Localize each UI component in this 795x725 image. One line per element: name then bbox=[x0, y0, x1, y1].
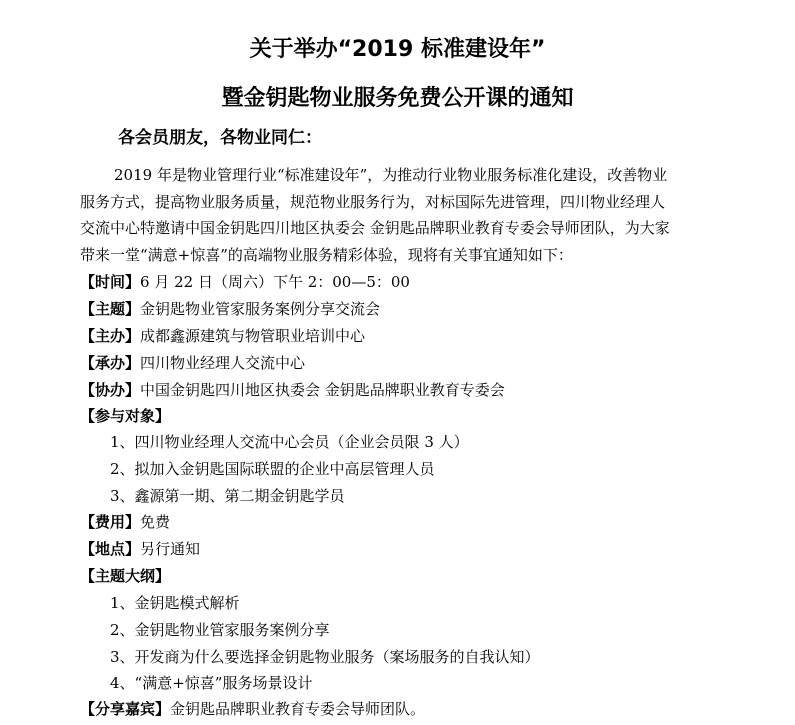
intro-line: 服务方式，提高物业服务质量，规范物业服务行为，对标国际先进管理，四川物业经理人 bbox=[80, 192, 666, 211]
outline-item: 2、金钥匙物业管家服务案例分享 bbox=[110, 621, 330, 639]
organizer-label: 【承办】 bbox=[80, 354, 141, 372]
theme-row bbox=[80, 298, 380, 320]
intro-line: 带来一堂“满意+惊喜”的高端物业服务精彩体验，现将有关事宜通知如下： bbox=[80, 245, 573, 264]
theme-label: 【主题】 bbox=[80, 300, 141, 318]
intro-line: 交流中心特邀请中国金钥匙四川地区执委会 金钥匙品牌职业教育专委会导师团队，为大家 bbox=[80, 219, 670, 238]
time-value: 6 月 22 日（周六）下午 2：00—5：00 bbox=[140, 273, 410, 291]
participants-label: 【参与对象】 bbox=[80, 407, 171, 425]
intro-paragraph bbox=[80, 162, 720, 268]
participant-item: 2、拟加入金钥匙国际联盟的企业中高层管理人员 bbox=[110, 460, 435, 478]
guest-row bbox=[80, 698, 425, 720]
participant-item: 1、四川物业经理人交流中心会员（企业会员限 3 人） bbox=[110, 433, 469, 451]
outline-item: 3、开发商为什么要选择金钥匙物业服务（案场服务的自我认知） bbox=[110, 648, 540, 666]
participant-item: 3、鑫源第一期、第二期金钥匙学员 bbox=[110, 487, 345, 505]
venue-label: 【地点】 bbox=[80, 540, 141, 558]
fee-label: 【费用】 bbox=[80, 513, 141, 531]
title-line-2: 暨金钥匙物业服务免费公开课的通知 bbox=[221, 86, 574, 111]
title-line-1: 关于举办“2019 标准建设年” bbox=[249, 37, 546, 62]
organizer-row bbox=[80, 352, 305, 374]
guest-label: 【分享嘉宾】 bbox=[80, 700, 171, 718]
guest-value: 金钥匙品牌职业教育专委会导师团队。 bbox=[170, 700, 426, 718]
outline-label: 【主题大纲】 bbox=[80, 567, 171, 585]
intro-line: 2019 年是物业管理行业“标准建设年”，为推动行业物业服务标准化建设，改善物业 bbox=[114, 166, 668, 184]
time-label: 【时间】 bbox=[80, 273, 141, 291]
theme-value: 金钥匙物业管家服务案例分享交流会 bbox=[140, 300, 381, 318]
fee-row bbox=[80, 511, 170, 533]
host-value: 成都鑫源建筑与物管职业培训中心 bbox=[140, 327, 366, 345]
co-organizer-row bbox=[80, 379, 505, 401]
participants-heading bbox=[80, 405, 170, 427]
outline-heading bbox=[80, 565, 170, 587]
organizer-value: 四川物业经理人交流中心 bbox=[140, 354, 306, 372]
venue-value: 另行通知 bbox=[140, 540, 201, 558]
co-organizer-label: 【协办】 bbox=[80, 381, 141, 399]
outline-item: 1、金钥匙模式解析 bbox=[110, 594, 240, 612]
host-label: 【主办】 bbox=[80, 327, 141, 345]
venue-row bbox=[80, 538, 200, 560]
outline-item: 4、“满意+惊喜”服务场景设计 bbox=[110, 674, 313, 692]
time-row bbox=[80, 271, 410, 293]
fee-value: 免费 bbox=[140, 513, 171, 531]
co-organizer-value: 中国金钥匙四川地区执委会 金钥匙品牌职业教育专委会 bbox=[140, 381, 505, 399]
salutation: 各会员朋友，各物业同仁： bbox=[118, 128, 322, 148]
host-row bbox=[80, 325, 365, 347]
